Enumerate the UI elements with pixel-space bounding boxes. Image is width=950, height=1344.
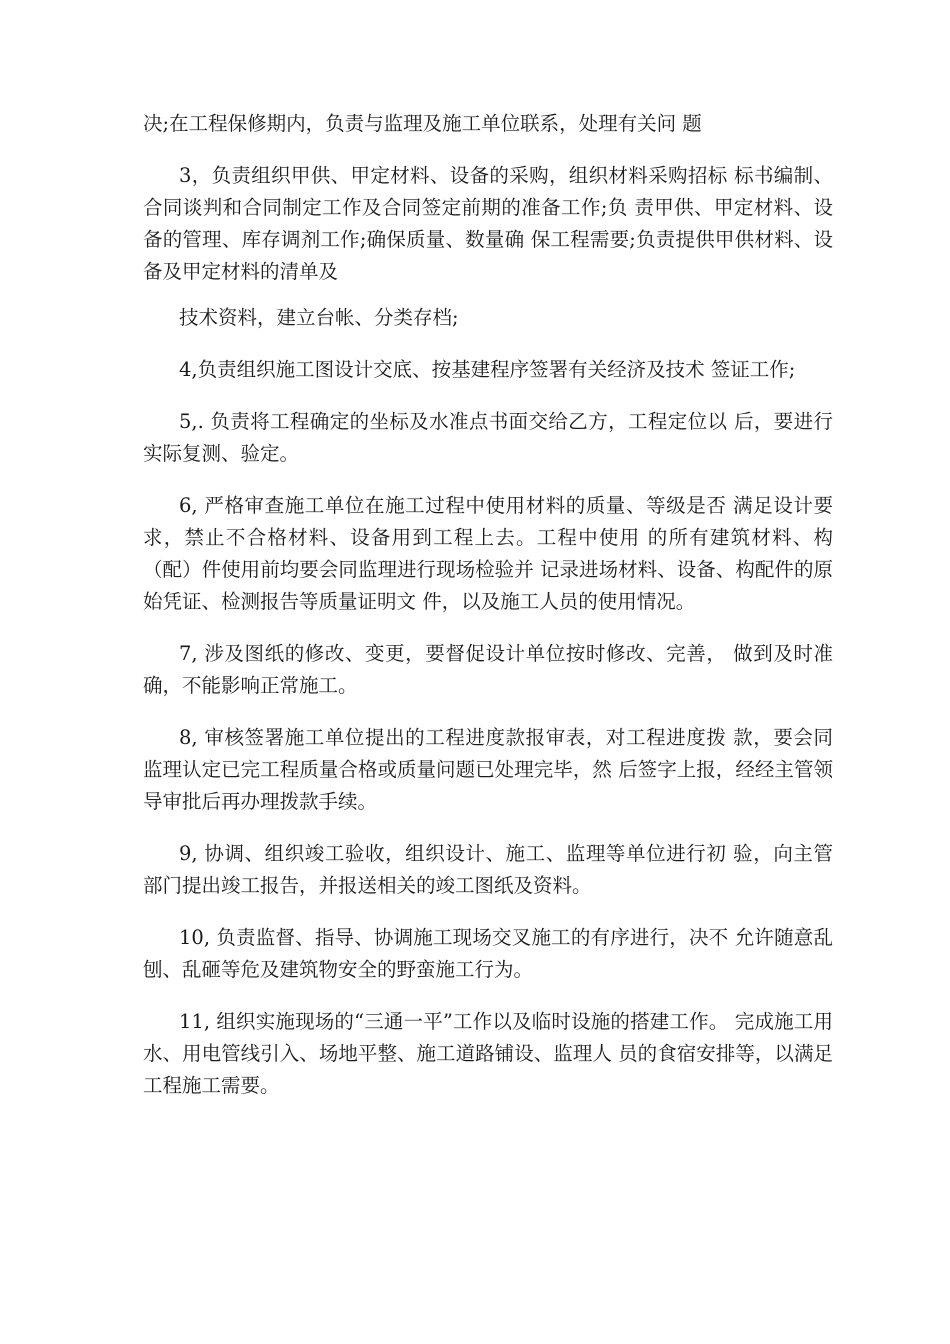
paragraph-item-8: 8, 审核签署施工单位提出的工程进度款报审表，对工程进度拨 款，要会同监理认定已完工程质量合格或质量问题已处理完毕，然 后签字上报，经经主管领导审批后再办理拨款手续。 xyxy=(143,726,833,813)
paragraph-item-3-continued: 技术资料，建立台帐、分类存档; xyxy=(179,306,459,329)
paragraph-item-9: 9, 协调、组织竣工验收，组织设计、施工、监理等单位进行初 验，向主管部门提出竣工报告，并报送相关的竣工图纸及资料。 xyxy=(143,842,833,897)
paragraph-continuation: 决;在工程保修期内，负责与监理及施工单位联系，处理有关问 题 xyxy=(143,112,702,135)
paragraph-item-4: 4,负责组织施工图设计交底、按基建程序签署有关经济及技术 签证工作; xyxy=(179,358,796,381)
paragraph-item-11: 11, 组织实施现场的“三通一平”工作以及临时设施的搭建工作。 完成施工用水、用电管线引入、场地平整、施工道路铺设、监理人 员的食宿安排等，以满足工程施工需要。 xyxy=(143,1010,833,1097)
paragraph-item-3: 3，负责组织甲供、甲定材料、设备的采购，组织材料采购招标 标书编制、合同谈判和合同制定工作及合同签定前期的准备工作;负 责甲供、甲定材料、设备的管理、库存调剂工作;确保质量、数量确 保工程需要;负责提供甲供材料、设备及甲定材料的清单及 xyxy=(143,164,833,283)
paragraph-item-6: 6, 严格审查施工单位在施工过程中使用材料的质量、等级是否 满足设计要求，禁止不合格材料、设备用到工程上去。工程中使用 的所有建筑材料、构（配）件使用前均要会同监理进行现场检验并 记录进场材料、设备、构配件的原始凭证、检测报告等质量证明文 件，以及施工人员的使用情况。 xyxy=(143,494,833,613)
document-body xyxy=(143,108,833,1122)
paragraph-item-7: 7, 涉及图纸的修改、变更，要督促设计单位按时修改、完善， 做到及时准确，不能影响正常施工。 xyxy=(143,642,833,697)
paragraph-item-5: 5,. 负责将工程确定的坐标及水准点书面交给乙方，工程定位以 后，要进行实际复测、验定。 xyxy=(143,410,833,465)
paragraph-item-10: 10, 负责监督、指导、协调施工现场交叉施工的有序进行，决不 允许随意乱刨、乱砸等危及建筑物安全的野蛮施工行为。 xyxy=(143,926,833,981)
